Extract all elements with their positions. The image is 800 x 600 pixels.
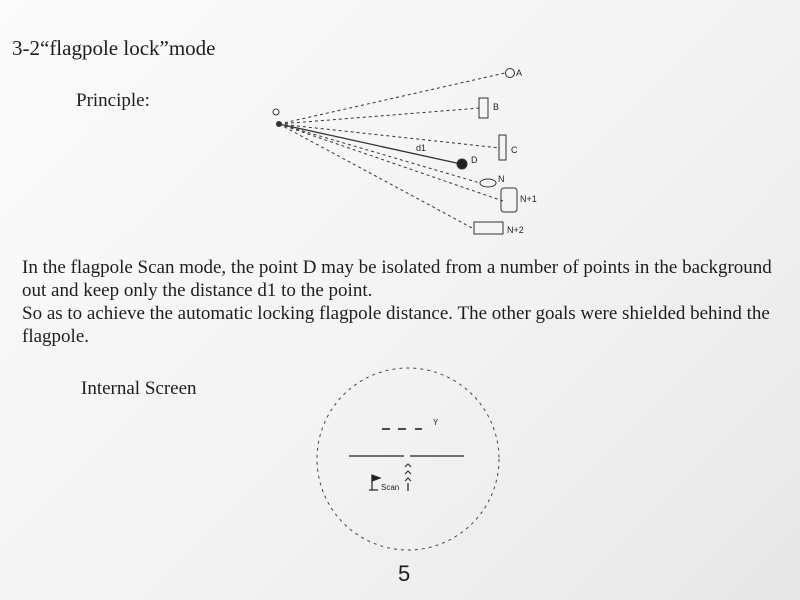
chevron-up-icon [405, 464, 411, 481]
screen-y-label: Y [433, 418, 439, 427]
label-n2: N+2 [507, 225, 524, 235]
label-b: B [493, 102, 500, 112]
principle-label: Principle: [76, 90, 150, 111]
label-n1: N+1 [520, 194, 537, 204]
label-c: C [511, 145, 518, 155]
section-heading: 3-2“flagpole lock”mode [12, 36, 216, 60]
label-a: A [516, 68, 523, 78]
label-d: D [471, 155, 478, 165]
scan-label: Scan [381, 483, 400, 492]
screen-circle [317, 368, 499, 550]
internal-screen-label: Internal Screen [81, 378, 197, 399]
flag-icon [369, 475, 380, 490]
label-d1: d1 [416, 143, 427, 153]
paragraph-line-1: In the flagpole Scan mode, the point D may be isolated from a number of points in the background out and keep only the distance d1 to the point. [22, 257, 772, 301]
label-n: N [498, 174, 505, 184]
paragraph-line-2: So as to achieve the automatic locking flagpole distance. The other goals were shielded behind the flagpole. [22, 303, 770, 347]
page-number: 5 [398, 561, 411, 586]
